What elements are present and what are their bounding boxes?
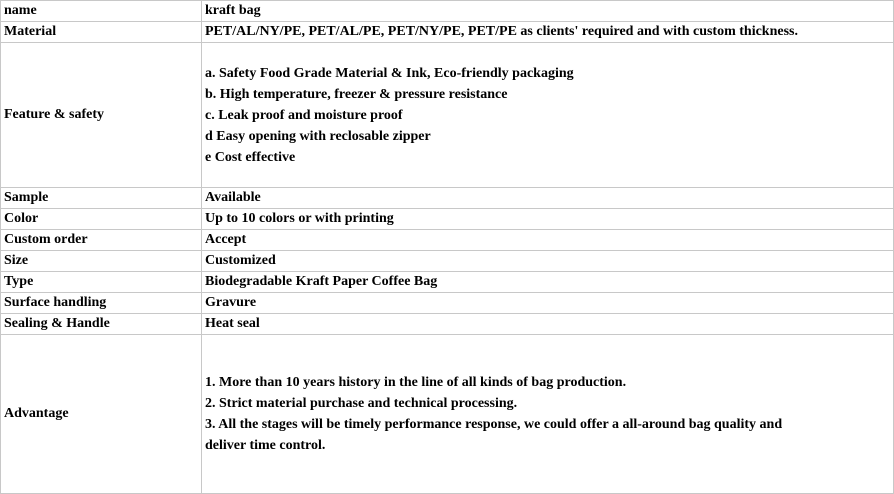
row-label-material: Material (1, 22, 202, 43)
table-row (1, 335, 894, 494)
advantage-line: 1. More than 10 years history in the line of all kinds of bag production. (205, 375, 627, 390)
row-label-surface-handling: Surface handling (1, 293, 202, 314)
feature-line: d Easy opening with reclosable zipper (205, 128, 431, 144)
row-label-sample: Sample (1, 188, 202, 209)
table-row (1, 209, 894, 230)
advantage-line: deliver time control. (205, 438, 326, 453)
row-value-sealing-handle: Heat seal (202, 314, 894, 335)
advantage-line: 2. Strict material purchase and technical processing. (205, 396, 518, 411)
row-label-advantage: Advantage (1, 335, 202, 494)
table-row (1, 43, 894, 188)
feature-line: c. Leak proof and moisture proof (205, 107, 403, 123)
row-label-sealing-handle: Sealing & Handle (1, 314, 202, 335)
row-value-feature-safety (202, 43, 894, 188)
row-value-name: kraft bag (202, 1, 894, 22)
advantage-line: 3. All the stages will be timely performance response, we could offer a all-around bag quality and (205, 417, 783, 432)
row-label-type: Type (1, 272, 202, 293)
table-row (1, 293, 894, 314)
table-row (1, 314, 894, 335)
row-label-size: Size (1, 251, 202, 272)
row-label-color: Color (1, 209, 202, 230)
feature-line: e Cost effective (205, 149, 296, 165)
table-row (1, 230, 894, 251)
row-value-advantage (202, 335, 894, 494)
row-label-name: name (1, 1, 202, 22)
row-value-surface-handling: Gravure (202, 293, 894, 314)
feature-line: b. High temperature, freezer & pressure resistance (205, 86, 508, 102)
row-value-color: Up to 10 colors or with printing (202, 209, 894, 230)
row-label-feature-safety: Feature & safety (1, 43, 202, 188)
row-value-material: PET/AL/NY/PE, PET/AL/PE, PET/NY/PE, PET/PE as clients' required and with custom thickness. (202, 22, 894, 43)
row-value-size: Customized (202, 251, 894, 272)
table-row (1, 22, 894, 43)
row-value-sample: Available (202, 188, 894, 209)
feature-line: a. Safety Food Grade Material & Ink, Eco-friendly packaging (205, 65, 574, 81)
table-row (1, 251, 894, 272)
table-row (1, 272, 894, 293)
row-label-custom-order: Custom order (1, 230, 202, 251)
table-row (1, 188, 894, 209)
row-value-custom-order: Accept (202, 230, 894, 251)
row-value-type: Biodegradable Kraft Paper Coffee Bag (202, 272, 894, 293)
table-row (1, 1, 894, 22)
